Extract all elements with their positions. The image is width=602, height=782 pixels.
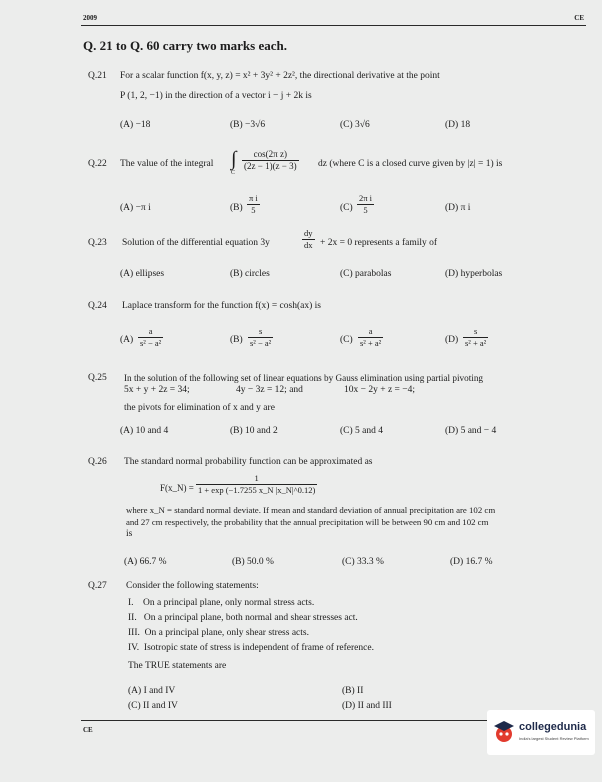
q27-statement-3: III. On a principal plane, only shear stress acts. (128, 628, 309, 638)
q26-formula-numerator: 1 (196, 473, 317, 485)
q22-frac-b-num: π i (249, 193, 258, 203)
q26-option-d: (D) 16.7 % (450, 557, 493, 567)
header-code: CE (574, 14, 584, 22)
q22-option-b-fraction (247, 193, 260, 216)
q27-stem: Consider the following statements: (126, 581, 259, 591)
q26-number: Q.26 (88, 457, 107, 467)
q21-option-a: (A) −18 (120, 120, 151, 130)
q26-stem-line3: and 27 cm respectively, the probability that the annual precipitation will be between 90 cm and 102 cm (126, 517, 489, 527)
q22-integrand-denominator: (2z − 1)(z − 3) (244, 161, 297, 171)
q24-frac-c-den: s² + a² (360, 338, 382, 348)
header-year: 2009 (83, 14, 97, 22)
q22-option-b-label: (B) (230, 203, 243, 213)
q24-frac-d-den: s² + a² (465, 338, 487, 348)
logo-name: collegedunia (519, 721, 587, 733)
q25-stem-line3: the pivots for elimination of x and y are (124, 403, 275, 413)
q25-option-c: (C) 5 and 4 (340, 426, 384, 436)
q22-integrand (242, 149, 299, 172)
q27-true-line: The TRUE statements are (128, 661, 227, 671)
q21-option-b: (B) −3√6 (230, 120, 266, 130)
q22-number: Q.22 (88, 159, 107, 169)
q27-number: Q.27 (88, 581, 107, 591)
q24-option-d-label: (D) (445, 335, 459, 345)
q22-stem-pre: The value of the integral (120, 159, 214, 169)
q23-number: Q.23 (88, 238, 107, 248)
q26-stem-line2: where x_N = standard normal deviate. If mean and standard deviation of annual precipitation are 102 cm (126, 505, 496, 515)
q23-option-b: (B) circles (230, 269, 270, 279)
q26-option-c: (C) 33.3 % (342, 557, 384, 567)
q24-option-d-fraction (463, 326, 488, 349)
q22-frac-c-num: 2π i (359, 193, 373, 203)
q24-frac-a-num: a (138, 326, 163, 338)
q26-formula-fraction (196, 473, 317, 496)
q27-option-d: (D) II and III (342, 701, 392, 711)
q21-stem-line1: For a scalar function f(x, y, z) = x² + 3y² + 2z², the directional derivative at the point (120, 71, 440, 81)
logo-tagline: India's largest Student Review Platform (519, 736, 589, 741)
q23-dx: dx (304, 240, 313, 250)
q27-statement-2: II. On a principal plane, both normal and shear stresses act. (128, 613, 358, 623)
q25-option-b: (B) 10 and 2 (230, 426, 278, 436)
q25-option-d: (D) 5 and − 4 (445, 426, 497, 436)
q26-formula-denominator: 1 + exp (−1.7255 x_N |x_N|^0.12) (198, 485, 316, 495)
q23-derivative (302, 228, 315, 251)
q22-frac-c-den: 5 (363, 205, 368, 215)
q23-stem-post: + 2x = 0 represents a family of (320, 238, 438, 248)
q25-equation-3: 10x − 2y + z = −4; (344, 385, 416, 395)
q24-frac-c-num: a (358, 326, 383, 338)
section-title: Q. 21 to Q. 60 carry two marks each. (83, 38, 287, 53)
q24-option-c-fraction (358, 326, 383, 349)
q27-option-c: (C) II and IV (128, 701, 178, 711)
collegedunia-logo[interactable] (487, 710, 595, 755)
q24-option-a-label: (A) (120, 335, 134, 345)
graduate-cap-icon (493, 720, 515, 744)
q22-integral-subscript: C (231, 170, 236, 176)
q25-equation-1: 5x + y + 2z = 34; (124, 385, 190, 395)
q21-number: Q.21 (88, 71, 107, 81)
q24-option-c-label: (C) (340, 335, 353, 345)
q22-option-c-fraction (357, 193, 374, 216)
q27-option-a: (A) I and IV (128, 686, 176, 696)
q26-option-a: (A) 66.7 % (124, 557, 167, 567)
q24-number: Q.24 (88, 301, 107, 311)
q21-stem-line2: P (1, 2, −1) in the direction of a vector i − j + 2k is (120, 91, 312, 101)
q25-stem-line1: In the solution of the following set of linear equations by Gauss elimination using partial pivoting (124, 373, 484, 383)
q26-stem-line4: is (126, 529, 133, 539)
q23-option-d: (D) hyperbolas (445, 269, 503, 279)
q24-option-a-fraction (138, 326, 163, 349)
q23-option-c: (C) parabolas (340, 269, 392, 279)
q26-option-b: (B) 50.0 % (232, 557, 274, 567)
q23-stem-pre: Solution of the differential equation 3y (122, 238, 270, 248)
q27-statement-4: IV. Isotropic state of stress is independent of frame of reference. (128, 643, 374, 653)
q27-option-b: (B) II (342, 686, 364, 696)
q27-statement-1: I. On a principal plane, only normal stress acts. (128, 598, 315, 608)
q25-option-a: (A) 10 and 4 (120, 426, 169, 436)
q23-dy: dy (304, 228, 313, 238)
q21-option-c: (C) 3√6 (340, 120, 370, 130)
q25-number: Q.25 (88, 373, 107, 383)
footer-code: CE (83, 726, 93, 734)
q24-option-b-fraction (248, 326, 273, 349)
integral-sign: ∫ (231, 148, 237, 170)
q24-frac-b-den: s² − a² (250, 338, 272, 348)
q24-option-b-label: (B) (230, 335, 243, 345)
q24-stem: Laplace transform for the function f(x) = cosh(ax) is (122, 301, 321, 311)
q23-option-a: (A) ellipses (120, 269, 165, 279)
q22-stem-post: dz (where C is a closed curve given by |z| = 1) is (318, 159, 503, 169)
q21-option-d: (D) 18 (445, 120, 471, 130)
q24-frac-b-num: s (248, 326, 273, 338)
q24-frac-d-num: s (463, 326, 488, 338)
q22-option-c-label: (C) (340, 203, 353, 213)
q22-option-a: (A) −π i (120, 203, 151, 213)
header-rule (81, 25, 586, 26)
q22-frac-b-den: 5 (251, 205, 256, 215)
q26-stem-line1: The standard normal probability function can be approximated as (124, 457, 373, 467)
q22-option-d: (D) π i (445, 203, 471, 213)
q25-equation-2: 4y − 3z = 12; and (236, 385, 303, 395)
q26-formula-lhs: F(x_N) = (160, 483, 194, 493)
q24-frac-a-den: s² − a² (140, 338, 162, 348)
q22-integrand-numerator: cos(2π z) (242, 149, 299, 161)
